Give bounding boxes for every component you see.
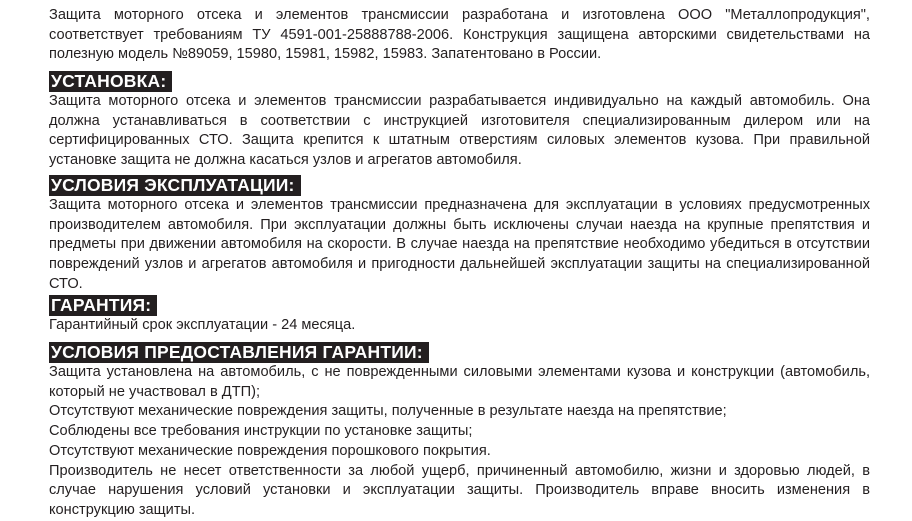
operating-conditions-heading: УСЛОВИЯ ЭКСПЛУАТАЦИИ:: [49, 175, 301, 196]
installation-text: Защита моторного отсека и элементов трансмиссии разрабатывается индивидуально на каждый автомобиль. Она должна устанавливаться в соответствии с инструкцией изготовителя специализированным дилером или на сертифицированных СТО. Защита крепится к штатным отверстиям силовых элементов кузова. При правильной установке защита не должна касаться узлов и агрегатов автомобиля.: [49, 93, 870, 169]
operating-conditions-text: Защита моторного отсека и элементов трансмиссии предназначена для эксплуатации в условиях предусмотренных производителем автомобиля. При эксплуатации должны быть исключены случаи наезда на крупные препятствия и предметы при движении автомобиля на скорости. В случае наезда на препятствие необходимо убедиться в отсутствии повреждений узлов и агрегатов автомобиля и пригодности дальнейшей эксплуатации защиты на специализированной СТО.: [49, 197, 870, 292]
warranty-term-item: Отсутствуют механические повреждения порошкового покрытия.: [49, 442, 491, 459]
warranty-term-item: Отсутствуют механические повреждения защиты, полученные в результате наезда на препятствие;: [49, 403, 727, 420]
warranty-terms-heading: УСЛОВИЯ ПРЕДОСТАВЛЕНИЯ ГАРАНТИИ:: [49, 342, 429, 363]
warranty-term-item: Производитель не несет ответственности за любой ущерб, причиненный автомобилю, жизни и здоровью людей, в случае нарушения условий установки и эксплуатации защиты. Производитель вправе вносить изменения в конструкцию защиты.: [49, 462, 870, 518]
warranty-terms-section: [49, 341, 870, 521]
intro-section: [49, 6, 870, 65]
warranty-heading: ГАРАНТИЯ:: [49, 295, 157, 316]
installation-section: [49, 70, 870, 171]
operating-conditions-section: [49, 174, 870, 295]
warranty-section: [49, 294, 870, 336]
warranty-term-item: Защита установлена на автомобиль, с не поврежденными силовыми элементами кузова и конструкции (автомобиль, который не участвовал в ДТП);: [49, 364, 870, 400]
installation-heading: УСТАНОВКА:: [49, 71, 172, 92]
warranty-text: Гарантийный срок эксплуатации - 24 месяца.: [49, 317, 356, 333]
warranty-term-item: Соблюдены все требования инструкции по установке защиты;: [49, 423, 473, 440]
intro-text: Защита моторного отсека и элементов трансмиссии разработана и изготовлена ООО "Металлопродукция", соответствует требованиям ТУ 4591-001-25888788-2006. Конструкция защищена авторскими свидетельствами на полезную модель №89059, 15980, 15981, 15982, 15983. Запатентовано в России.: [49, 7, 870, 63]
